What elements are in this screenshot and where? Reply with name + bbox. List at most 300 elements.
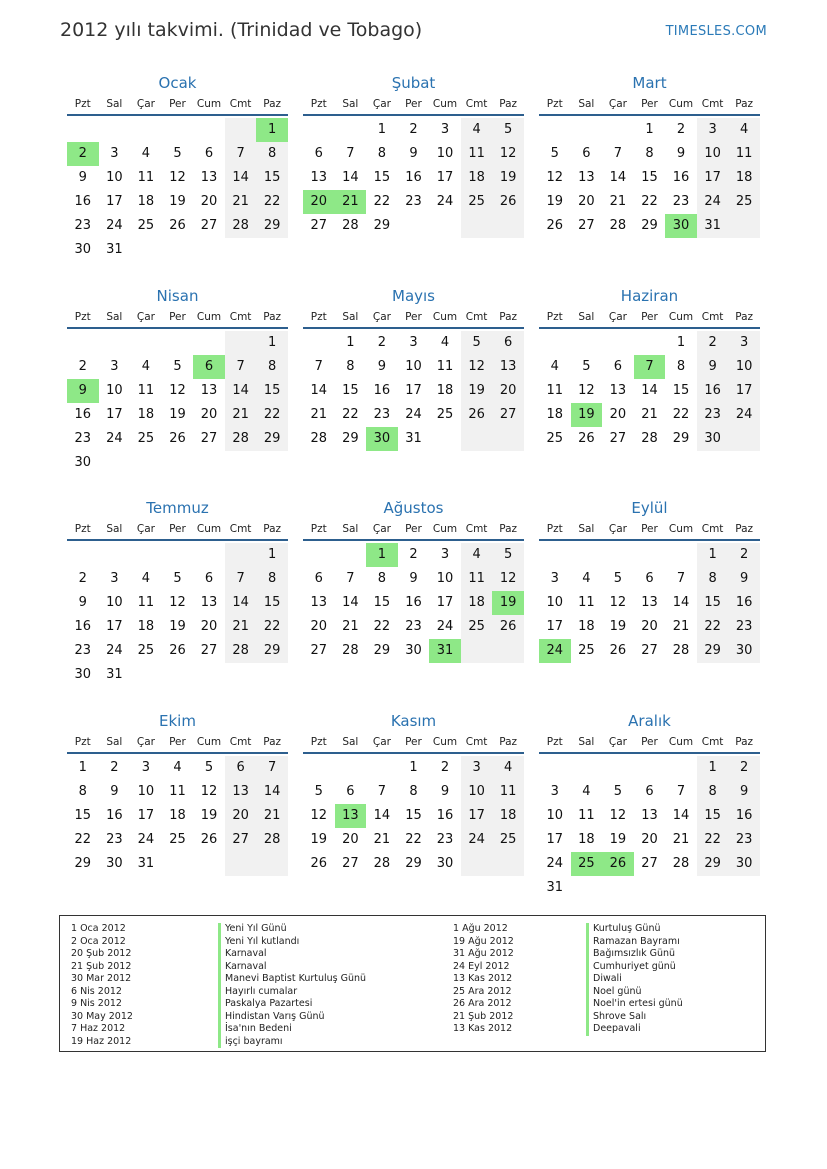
day-cell: 15 bbox=[342, 383, 359, 398]
day-cell: 2 bbox=[728, 756, 760, 780]
holiday-day-cell: 31 bbox=[429, 639, 461, 663]
holiday-day-cell: 6 bbox=[193, 355, 225, 379]
day-cell: 28 bbox=[672, 856, 690, 871]
day-cell: 25 bbox=[169, 832, 186, 847]
weekday-header bbox=[303, 307, 524, 329]
month-name: Ağustos bbox=[383, 499, 444, 517]
day-cell: 11 bbox=[137, 595, 155, 610]
legend-date: 24 Eyl 2012 bbox=[453, 960, 510, 972]
day-cell: 13 bbox=[200, 383, 218, 398]
day-cell: 10 bbox=[405, 359, 422, 374]
day-cell: 13 bbox=[609, 383, 627, 398]
day-grid bbox=[539, 756, 760, 900]
day-cell: 18 bbox=[578, 832, 595, 847]
day-cell: 15 bbox=[373, 595, 391, 610]
day-cell: 10 bbox=[546, 595, 564, 610]
empty-cell bbox=[461, 852, 493, 876]
weekday-label: Cum bbox=[668, 523, 694, 535]
day-cell: 30 bbox=[697, 427, 729, 451]
empty-cell bbox=[162, 663, 194, 687]
day-cell: 12 bbox=[492, 567, 524, 591]
day-cell: 15 bbox=[405, 808, 422, 823]
day-cell: 16 bbox=[697, 379, 729, 403]
site-logo[interactable]: TIMESLES.COM bbox=[665, 24, 767, 39]
empty-cell bbox=[99, 118, 131, 142]
weekday-header bbox=[67, 519, 288, 541]
day-cell: 21 bbox=[310, 407, 328, 422]
legend-holiday-name: Yeni Yıl Günü bbox=[218, 923, 366, 936]
empty-cell bbox=[256, 451, 288, 475]
holiday-day-cell: 26 bbox=[602, 852, 634, 876]
day-cell: 17 bbox=[106, 194, 123, 209]
weekday-label: Cum bbox=[196, 736, 222, 748]
day-cell: 9 bbox=[78, 595, 87, 610]
day-cell: 9 bbox=[697, 355, 729, 379]
empty-cell bbox=[225, 238, 257, 262]
weekday-label: Cum bbox=[196, 98, 222, 110]
legend-date: 20 Şub 2012 bbox=[71, 948, 132, 959]
weekday-label: Cum bbox=[196, 523, 222, 535]
empty-cell bbox=[225, 331, 257, 355]
holiday-day-cell: 7 bbox=[634, 355, 666, 379]
day-cell: 27 bbox=[225, 828, 257, 852]
weekday-label: Paz bbox=[263, 98, 282, 110]
day-cell: 15 bbox=[697, 804, 729, 828]
weekday-label: Pzt bbox=[546, 736, 563, 748]
day-cell: 27 bbox=[200, 643, 218, 658]
day-cell: 23 bbox=[697, 403, 729, 427]
day-cell: 23 bbox=[728, 828, 760, 852]
holiday-day-cell: 20 bbox=[303, 190, 335, 214]
day-cell: 25 bbox=[546, 431, 564, 446]
day-cell: 10 bbox=[436, 571, 454, 586]
empty-cell bbox=[193, 451, 225, 475]
day-cell: 1 bbox=[645, 122, 654, 137]
day-cell: 14 bbox=[225, 379, 257, 403]
day-cell: 28 bbox=[225, 639, 257, 663]
day-cell: 4 bbox=[461, 118, 493, 142]
day-cell: 3 bbox=[110, 359, 119, 374]
day-cell: 3 bbox=[440, 547, 450, 562]
day-cell: 31 bbox=[405, 431, 422, 446]
day-cell: 14 bbox=[641, 383, 658, 398]
legend-holiday-name: Deepavali bbox=[586, 1023, 683, 1036]
day-cell: 19 bbox=[492, 166, 524, 190]
day-cell: 12 bbox=[169, 595, 186, 610]
legend-holiday-name: Noel günü bbox=[586, 986, 683, 999]
day-cell: 29 bbox=[74, 856, 92, 871]
holiday-day-cell: 30 bbox=[366, 427, 398, 451]
day-cell: 24 bbox=[546, 856, 564, 871]
day-cell: 14 bbox=[672, 808, 690, 823]
day-cell: 17 bbox=[728, 379, 760, 403]
weekday-label: Per bbox=[169, 98, 186, 110]
day-cell: 29 bbox=[373, 218, 391, 233]
day-cell: 25 bbox=[461, 190, 493, 214]
day-cell: 15 bbox=[256, 166, 288, 190]
day-cell: 1 bbox=[78, 760, 87, 775]
day-cell: 6 bbox=[645, 571, 654, 586]
empty-cell bbox=[665, 543, 697, 567]
day-cell: 19 bbox=[461, 379, 493, 403]
month-block bbox=[303, 285, 524, 451]
day-cell: 8 bbox=[78, 784, 87, 799]
weekday-label: Çar bbox=[136, 311, 155, 323]
day-cell: 23 bbox=[106, 832, 123, 847]
day-cell: 10 bbox=[137, 784, 155, 799]
day-cell: 9 bbox=[440, 784, 450, 799]
empty-cell bbox=[225, 663, 257, 687]
empty-cell bbox=[67, 118, 99, 142]
holiday-day-cell: 13 bbox=[335, 804, 367, 828]
weekday-label: Sal bbox=[342, 98, 359, 110]
day-cell: 28 bbox=[342, 643, 359, 658]
day-cell: 14 bbox=[342, 170, 359, 185]
weekday-label: Pzt bbox=[74, 523, 91, 535]
day-cell: 14 bbox=[342, 595, 359, 610]
weekday-label: Çar bbox=[608, 523, 627, 535]
day-cell: 29 bbox=[256, 214, 288, 238]
legend-holiday-name: İsa'nın Bedeni bbox=[218, 1023, 366, 1036]
day-cell: 18 bbox=[546, 407, 564, 422]
weekday-label: Cmt bbox=[465, 523, 488, 535]
weekday-label: Paz bbox=[263, 523, 282, 535]
day-cell: 29 bbox=[697, 852, 729, 876]
day-cell: 28 bbox=[641, 431, 658, 446]
day-cell: 30 bbox=[74, 455, 92, 470]
weekday-label: Cum bbox=[432, 523, 458, 535]
day-cell: 27 bbox=[310, 643, 328, 658]
legend-holiday-name: Noel'in ertesi günü bbox=[586, 998, 683, 1011]
empty-cell bbox=[634, 876, 666, 900]
day-cell: 15 bbox=[74, 808, 92, 823]
day-cell: 5 bbox=[613, 571, 623, 586]
day-cell: 4 bbox=[141, 359, 151, 374]
weekday-label: Pzt bbox=[310, 98, 327, 110]
day-cell: 9 bbox=[728, 780, 760, 804]
day-cell: 11 bbox=[578, 808, 595, 823]
day-grid bbox=[303, 543, 524, 663]
empty-cell bbox=[335, 543, 367, 567]
empty-cell bbox=[492, 852, 524, 876]
weekday-label: Per bbox=[169, 311, 186, 323]
empty-cell bbox=[602, 331, 634, 355]
day-cell: 5 bbox=[173, 571, 182, 586]
day-cell: 16 bbox=[405, 170, 422, 185]
day-cell: 30 bbox=[405, 643, 422, 658]
day-cell: 11 bbox=[492, 780, 524, 804]
weekday-label: Çar bbox=[608, 311, 627, 323]
day-cell: 7 bbox=[346, 571, 355, 586]
day-cell: 11 bbox=[461, 567, 493, 591]
day-cell: 18 bbox=[728, 166, 760, 190]
day-cell: 14 bbox=[256, 780, 288, 804]
weekday-label: Per bbox=[641, 523, 658, 535]
day-grid bbox=[67, 543, 288, 687]
day-cell: 8 bbox=[377, 571, 387, 586]
day-cell: 17 bbox=[405, 383, 422, 398]
day-cell: 26 bbox=[578, 431, 595, 446]
day-cell: 20 bbox=[609, 407, 627, 422]
empty-cell bbox=[665, 756, 697, 780]
day-cell: 27 bbox=[492, 403, 524, 427]
weekday-label: Cmt bbox=[229, 311, 252, 323]
weekday-label: Çar bbox=[136, 523, 155, 535]
weekday-label: Cmt bbox=[465, 311, 488, 323]
empty-cell bbox=[697, 876, 729, 900]
month-name: Nisan bbox=[156, 287, 199, 305]
day-cell: 18 bbox=[137, 194, 155, 209]
weekday-label: Cmt bbox=[701, 311, 724, 323]
month-name: Mart bbox=[632, 74, 667, 92]
day-cell: 22 bbox=[697, 615, 729, 639]
day-cell: 8 bbox=[256, 142, 288, 166]
weekday-label: Çar bbox=[372, 98, 391, 110]
day-cell: 9 bbox=[110, 784, 119, 799]
day-cell: 18 bbox=[461, 166, 493, 190]
weekday-label: Sal bbox=[106, 311, 123, 323]
day-cell: 1 bbox=[346, 335, 355, 350]
day-cell: 20 bbox=[200, 619, 218, 634]
day-cell: 11 bbox=[137, 170, 155, 185]
empty-cell bbox=[99, 451, 131, 475]
month-name: Kasım bbox=[390, 712, 437, 730]
weekday-label: Sal bbox=[342, 523, 359, 535]
weekday-label: Cum bbox=[432, 311, 458, 323]
empty-cell bbox=[429, 427, 461, 451]
weekday-label: Per bbox=[641, 736, 658, 748]
weekday-label: Cmt bbox=[229, 736, 252, 748]
day-cell: 4 bbox=[728, 118, 760, 142]
day-cell: 17 bbox=[436, 595, 454, 610]
day-cell: 18 bbox=[461, 591, 493, 615]
day-cell: 20 bbox=[492, 379, 524, 403]
legend-date: 13 Kas 2012 bbox=[453, 1023, 513, 1034]
empty-cell bbox=[539, 118, 571, 142]
day-cell: 5 bbox=[314, 784, 323, 799]
empty-cell bbox=[602, 543, 634, 567]
empty-cell bbox=[303, 118, 335, 142]
day-cell: 14 bbox=[310, 383, 328, 398]
empty-cell bbox=[256, 238, 288, 262]
day-cell: 8 bbox=[256, 567, 288, 591]
day-cell: 20 bbox=[578, 194, 595, 209]
weekday-label: Cum bbox=[432, 98, 458, 110]
legend-holiday-name: Diwali bbox=[586, 973, 683, 986]
day-cell: 16 bbox=[373, 383, 391, 398]
day-cell: 26 bbox=[169, 431, 186, 446]
day-cell: 7 bbox=[676, 571, 686, 586]
empty-cell bbox=[225, 118, 257, 142]
empty-cell bbox=[67, 331, 99, 355]
day-cell: 30 bbox=[436, 856, 454, 871]
month-block bbox=[303, 72, 524, 238]
weekday-header bbox=[67, 307, 288, 329]
day-cell: 5 bbox=[461, 331, 493, 355]
day-cell: 10 bbox=[461, 780, 493, 804]
day-cell: 11 bbox=[169, 784, 186, 799]
day-cell: 23 bbox=[74, 431, 92, 446]
legend-holiday-name: Shrove Salı bbox=[586, 1011, 683, 1024]
day-cell: 4 bbox=[141, 146, 151, 161]
legend-holiday-name: Paskalya Pazartesi bbox=[218, 998, 366, 1011]
day-cell: 25 bbox=[137, 643, 155, 658]
empty-cell bbox=[634, 543, 666, 567]
weekday-label: Per bbox=[641, 311, 658, 323]
day-cell: 21 bbox=[609, 194, 627, 209]
day-grid bbox=[303, 756, 524, 876]
weekday-label: Paz bbox=[735, 736, 754, 748]
day-cell: 15 bbox=[256, 591, 288, 615]
day-grid bbox=[67, 756, 288, 876]
empty-cell bbox=[256, 663, 288, 687]
legend-date: 9 Nis 2012 bbox=[71, 998, 122, 1009]
empty-cell bbox=[492, 427, 524, 451]
day-cell: 17 bbox=[697, 166, 729, 190]
day-cell: 7 bbox=[676, 784, 686, 799]
day-cell: 30 bbox=[74, 242, 92, 257]
weekday-label: Cum bbox=[668, 311, 694, 323]
day-cell: 2 bbox=[697, 331, 729, 355]
legend-dates-left bbox=[71, 923, 133, 1048]
day-cell: 16 bbox=[74, 407, 92, 422]
day-cell: 27 bbox=[310, 218, 328, 233]
day-cell: 27 bbox=[609, 431, 627, 446]
day-cell: 20 bbox=[200, 407, 218, 422]
day-cell: 11 bbox=[137, 383, 155, 398]
day-grid bbox=[539, 331, 760, 451]
day-cell: 22 bbox=[405, 832, 422, 847]
legend-holiday-name: Ramazan Bayramı bbox=[586, 936, 683, 949]
empty-cell bbox=[193, 663, 225, 687]
legend-date: 30 Mar 2012 bbox=[71, 973, 132, 984]
day-cell: 5 bbox=[613, 784, 623, 799]
day-cell: 8 bbox=[409, 784, 418, 799]
weekday-label: Cmt bbox=[229, 523, 252, 535]
month-block bbox=[67, 710, 288, 876]
empty-cell bbox=[162, 451, 194, 475]
day-cell: 7 bbox=[613, 146, 623, 161]
empty-cell bbox=[602, 756, 634, 780]
weekday-label: Paz bbox=[499, 736, 518, 748]
holiday-day-cell: 19 bbox=[571, 403, 603, 427]
month-name: Şubat bbox=[391, 74, 436, 92]
day-cell: 12 bbox=[169, 170, 186, 185]
day-cell: 30 bbox=[106, 856, 123, 871]
day-cell: 19 bbox=[200, 808, 218, 823]
weekday-label: Paz bbox=[735, 523, 754, 535]
day-cell: 3 bbox=[550, 571, 559, 586]
day-cell: 4 bbox=[492, 756, 524, 780]
day-cell: 31 bbox=[546, 880, 564, 895]
day-cell: 20 bbox=[641, 832, 658, 847]
day-cell: 26 bbox=[609, 643, 627, 658]
empty-cell bbox=[130, 543, 162, 567]
day-cell: 5 bbox=[204, 760, 214, 775]
legend-holiday-name: Karnaval bbox=[218, 961, 366, 974]
day-cell: 21 bbox=[373, 832, 391, 847]
weekday-label: Per bbox=[641, 98, 658, 110]
day-cell: 12 bbox=[609, 808, 627, 823]
legend-date: 1 Ağu 2012 bbox=[453, 923, 508, 934]
empty-cell bbox=[225, 451, 257, 475]
day-cell: 16 bbox=[74, 194, 92, 209]
empty-cell bbox=[99, 543, 131, 567]
day-cell: 24 bbox=[106, 643, 123, 658]
empty-cell bbox=[303, 543, 335, 567]
day-cell: 3 bbox=[728, 331, 760, 355]
day-cell: 9 bbox=[409, 146, 418, 161]
legend-date: 26 Ara 2012 bbox=[453, 998, 512, 1009]
day-cell: 27 bbox=[641, 643, 658, 658]
day-cell: 12 bbox=[310, 808, 328, 823]
day-cell: 6 bbox=[225, 756, 257, 780]
day-cell: 17 bbox=[436, 170, 454, 185]
day-cell: 6 bbox=[492, 331, 524, 355]
day-cell: 22 bbox=[373, 194, 391, 209]
day-cell: 22 bbox=[672, 407, 690, 422]
day-cell: 10 bbox=[546, 808, 564, 823]
day-cell: 1 bbox=[409, 760, 418, 775]
legend-holiday-name: Karnaval bbox=[218, 948, 366, 961]
weekday-label: Sal bbox=[106, 523, 123, 535]
weekday-label: Cum bbox=[668, 98, 694, 110]
weekday-label: Paz bbox=[263, 311, 282, 323]
day-cell: 29 bbox=[256, 427, 288, 451]
weekday-label: Paz bbox=[499, 311, 518, 323]
day-cell: 2 bbox=[110, 760, 119, 775]
day-cell: 2 bbox=[78, 359, 87, 374]
day-cell: 25 bbox=[492, 828, 524, 852]
legend-holiday-name: işçi bayramı bbox=[218, 1036, 366, 1049]
day-cell: 29 bbox=[697, 639, 729, 663]
day-cell: 14 bbox=[373, 808, 391, 823]
day-cell: 7 bbox=[314, 359, 323, 374]
day-cell: 6 bbox=[645, 784, 654, 799]
day-cell: 21 bbox=[225, 403, 257, 427]
legend-names-left bbox=[218, 923, 366, 1048]
weekday-label: Çar bbox=[608, 736, 627, 748]
day-cell: 31 bbox=[697, 214, 729, 238]
weekday-label: Pzt bbox=[310, 311, 327, 323]
weekday-label: Paz bbox=[499, 98, 518, 110]
day-cell: 16 bbox=[728, 804, 760, 828]
day-cell: 6 bbox=[204, 571, 214, 586]
weekday-label: Sal bbox=[342, 736, 359, 748]
day-cell: 13 bbox=[310, 170, 328, 185]
weekday-label: Per bbox=[169, 736, 186, 748]
day-cell: 8 bbox=[645, 146, 654, 161]
weekday-header bbox=[303, 732, 524, 754]
day-cell: 23 bbox=[436, 832, 454, 847]
day-cell: 18 bbox=[169, 808, 186, 823]
month-name: Ocak bbox=[158, 74, 197, 92]
weekday-label: Paz bbox=[735, 311, 754, 323]
day-cell: 23 bbox=[74, 218, 92, 233]
legend-date: 31 Ağu 2012 bbox=[453, 948, 514, 959]
empty-cell bbox=[162, 852, 194, 876]
day-cell: 18 bbox=[137, 619, 155, 634]
month-block bbox=[539, 497, 760, 663]
weekday-header bbox=[67, 732, 288, 754]
weekday-header bbox=[539, 94, 760, 116]
day-cell: 29 bbox=[256, 639, 288, 663]
day-cell: 27 bbox=[578, 218, 595, 233]
legend-date: 19 Haz 2012 bbox=[71, 1035, 132, 1047]
day-cell: 7 bbox=[225, 355, 257, 379]
day-cell: 1 bbox=[697, 756, 729, 780]
day-cell: 8 bbox=[697, 780, 729, 804]
